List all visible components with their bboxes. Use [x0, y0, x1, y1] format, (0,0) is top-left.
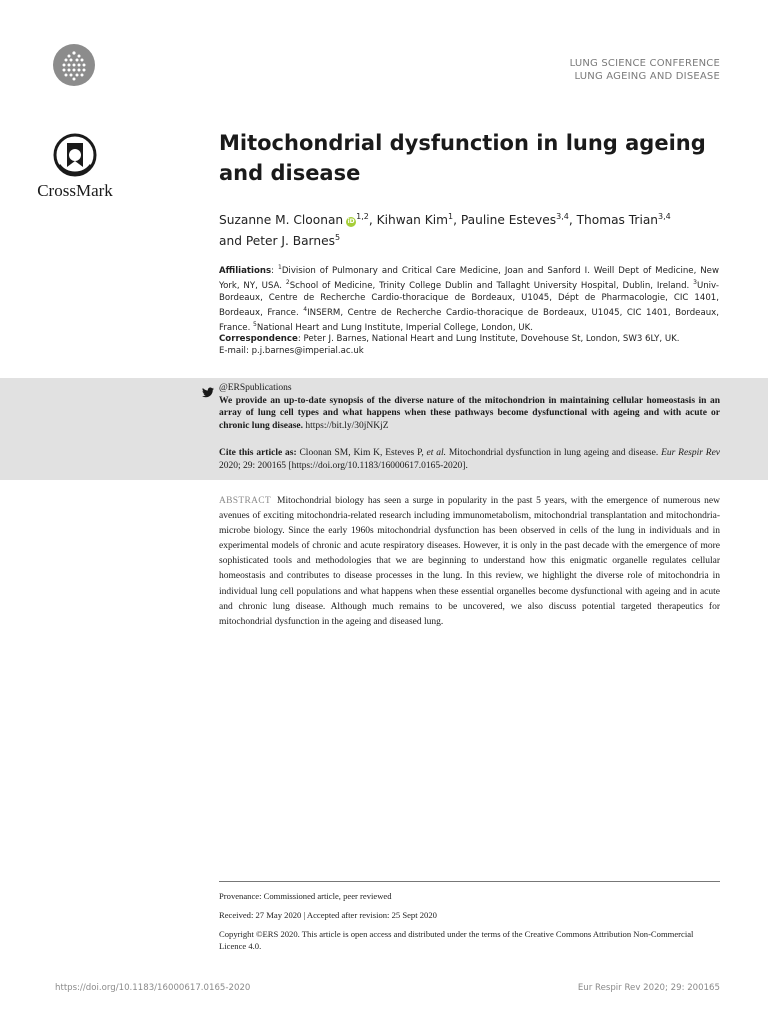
- author-name: Peter J. Barnes: [245, 234, 335, 249]
- email-label: E-mail:: [219, 346, 252, 357]
- article-title: Mitochondrial dysfunction in lung ageing and disease: [219, 131, 706, 185]
- twitter-icon: [202, 383, 214, 394]
- abstract-text: Mitochondrial biology has seen a surge in popularity in the past 5 years, with the emergence of numerous new avenues of exciting mitochondria-related research including immunometabolism, mitochondrial transplantation and mitochondria-microbe biology. Since the early 1960s mitochondrial dysfunction has been observed in cells of the lung in individuals and in experimental models of chronic and acute respiratory diseases. However, it is only in the past decade with the emergence of more sophisticated tools and methodologies that we are beginning to understand how this enigmatic organelle regulates cellular homeostasis and contributes to disease processes in the lung. In this review, we highlight the diverse role of mitochondria in individual lung cell populations and what happens when these essential organelles become dysfunctional with ageing and in acute and chronic lung disease. Although much remains to be uncovered, we also discuss potential targeted therapeutics for mitochondrial dysfunction in the ageing and diseased lung.: [219, 496, 720, 627]
- author-name: Suzanne M. Cloonan: [219, 213, 344, 228]
- crossmark-badge[interactable]: [27, 133, 123, 201]
- orcid-icon[interactable]: iD: [347, 218, 355, 226]
- author-separator: ,: [568, 213, 577, 228]
- author-separator: ,: [368, 213, 377, 228]
- cite-title: Mitochondrial dysfunction in lung ageing and disease.: [448, 448, 659, 458]
- conference-line-1: LUNG SCIENCE CONFERENCE: [569, 58, 720, 69]
- tweet-handle[interactable]: @ERSpublications: [219, 383, 292, 393]
- tweet-link[interactable]: https://bit.ly/30jNKjZ: [305, 420, 389, 431]
- affiliation-text: School of Medicine, Trinity College Dublin and Tallaght University Hospital, Dublin, Ireland.: [289, 280, 690, 291]
- correspondence: Correspondence: Peter J. Barnes, National Heart and Lung Institute, Dovehouse St, London, SW3 6LY, UK. E-mail: p.j.barnes@imperial.ac.uk: [219, 334, 680, 357]
- footer-doi[interactable]: https://doi.org/10.1183/16000617.0165-2020: [55, 983, 251, 993]
- affiliation-sup: 2: [285, 279, 290, 287]
- affiliation-sup: 5: [253, 321, 257, 329]
- footnotes: [219, 890, 720, 959]
- author-name: Thomas Trian: [576, 213, 659, 228]
- author-name: Pauline Esteves: [460, 213, 557, 228]
- cite-journal: Eur Respir Rev: [661, 448, 721, 458]
- cite-block: [219, 447, 720, 472]
- conference-line-2: LUNG AGEING AND DISEASE: [574, 71, 720, 82]
- provenance: Provenance: Commissioned article, peer reviewed: [219, 891, 392, 901]
- affiliation-text: Univ-Bordeaux, Centre de Recherche Cardio-thoracique de Bordeaux, U1045, Dépt de Pharmacologie, CIC 1401, Bordeaux, France.: [219, 280, 720, 319]
- abstract-label: ABSTRACT: [219, 496, 272, 506]
- cite-details: 2020; 29: 200165 [https://doi.org/10.1183/16000617.0165-2020].: [219, 460, 468, 471]
- affiliations: Affiliations: $^1$Division of Pulmonary and Critical Care Medicine, Joan and Sanford I. Weill Dept of Medicine, New York, NY, USA. $^2$School of Medicine, Trinity College Dublin and Tallaght University Hospital, Dublin, Ireland. $^3$Univ-Bordeaux, Centre de Recherche Cardio-thoracique de Bordeaux, U1045, Dépt de Pharmacologie, CIC 1401, Bordeaux, France. $^4$INSERM, Centre de Recherche Cardio-thoracique de Bordeaux, U1045, CIC 1401, Bordeaux, France. $^5$National Heart and Lung Institute, Imperial College, London, UK.: [219, 264, 720, 334]
- cite-authors: Cloonan SM, Kim K, Esteves P,: [299, 448, 424, 458]
- affiliation-sup: 3: [693, 279, 697, 287]
- footer-journal: Eur Respir Rev 2020; 29: 200165: [577, 983, 720, 993]
- abstract: [219, 494, 720, 630]
- affiliations-label: Affiliations: [219, 265, 272, 276]
- cite-etal: et al.: [426, 448, 447, 458]
- affiliation-sup: 1: [277, 264, 282, 271]
- affiliation-text: INSERM, Centre de Recherche Cardio-thoracique de Bordeaux, U1045, CIC 1401, Bordeaux, France.: [219, 308, 719, 334]
- author-affiliation-sup: 1,2: [356, 212, 369, 221]
- tweet-block: [219, 382, 720, 432]
- affiliation-text: National Heart and Lung Institute, Imperial College, London, UK.: [256, 323, 533, 334]
- tweet-text: We provide an up-to-date synopsis of the diverse nature of the mitochondrion in maintaining cellular homeostasis in an array of lung cell types and what happens when these pathways become dysfunctional with ageing and with acute or chronic lung disease.: [219, 395, 720, 431]
- author-list: [219, 208, 719, 250]
- correspondence-label: Correspondence: [219, 334, 298, 344]
- author-affiliation-sup: 1: [448, 212, 454, 221]
- author-and: and: [219, 234, 246, 249]
- author-affiliation-sup: 5: [334, 233, 341, 243]
- author-affiliation-sup: 3,4: [556, 212, 569, 221]
- affiliation-sup: 4: [303, 306, 308, 314]
- email-link[interactable]: p.j.barnes@imperial.ac.uk: [251, 346, 364, 357]
- author-affiliation-sup: 3,4: [658, 212, 671, 221]
- conference-header: [570, 57, 720, 83]
- cite-label: Cite this article as:: [219, 448, 297, 458]
- correspondence-text: Peter J. Barnes, National Heart and Lung Institute, Dovehouse St, London, SW3 6LY, UK.: [303, 334, 680, 344]
- journal-logo-icon: [53, 44, 95, 86]
- copyright: Copyright ©ERS 2020. This article is open access and distributed under the terms of the Creative Commons Attribution Non-Commercial Licence 4.0.: [219, 929, 694, 951]
- author-name: Kihwan Kim: [376, 213, 449, 228]
- received-dates: Received: 27 May 2020 | Accepted after revision: 25 Sept 2020: [219, 910, 437, 920]
- author-separator: ,: [453, 213, 461, 228]
- crossmark-label: CrossMark: [37, 181, 113, 200]
- footnote-divider: [219, 881, 720, 882]
- affiliation-text: Division of Pulmonary and Critical Care Medicine, Joan and Sanford I. Weill Dept of Medicine, New York, NY, USA.: [219, 265, 719, 291]
- crossmark-icon: [53, 133, 97, 179]
